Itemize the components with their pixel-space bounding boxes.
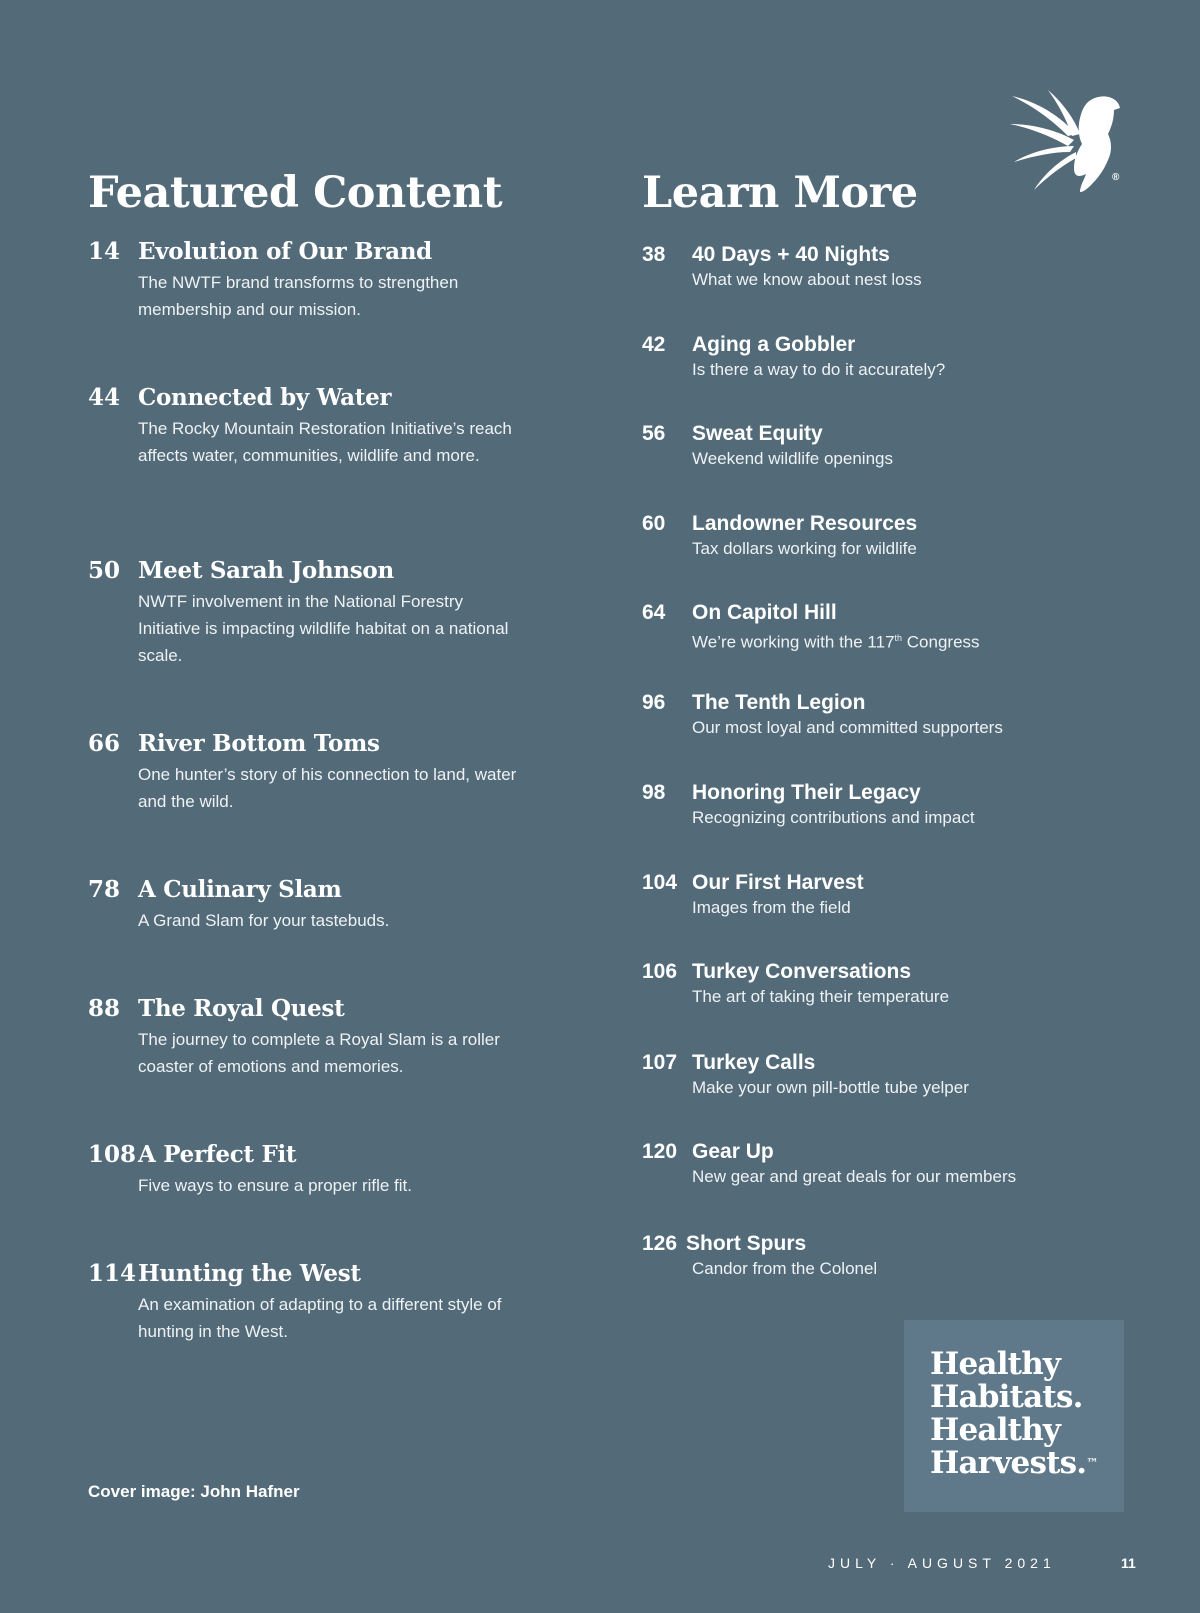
article-description: New gear and great deals for our members bbox=[692, 1167, 1017, 1186]
page-number-label: 64 bbox=[642, 601, 666, 624]
tagline-line-last bbox=[930, 1447, 1124, 1480]
article-description: The Rocky Mountain Restoration Initiative’s reach affects water, communities, wildlife and more. bbox=[138, 419, 512, 465]
article-title: Hunting the West bbox=[138, 1260, 361, 1287]
article-title: Aging a Gobbler bbox=[692, 333, 856, 356]
page-number-label: 50 bbox=[88, 557, 121, 584]
page-number-label: 98 bbox=[642, 781, 666, 804]
page-number: 11 bbox=[1121, 1555, 1136, 1571]
page-number-label: 96 bbox=[642, 691, 666, 714]
article-title: Short Spurs bbox=[686, 1232, 807, 1255]
article-title: Connected by Water bbox=[138, 384, 392, 411]
learn-more-title: Learn More bbox=[642, 168, 918, 218]
page-number-label: 107 bbox=[642, 1051, 678, 1074]
ordinal-suffix: th bbox=[894, 633, 903, 643]
article-description: Images from the field bbox=[692, 898, 851, 917]
page-number-label: 78 bbox=[88, 876, 121, 903]
description-text: We’re working with the 117 bbox=[692, 632, 895, 652]
tagline-line: Healthy bbox=[930, 1346, 1061, 1382]
article-description: Our most loyal and committed supporters bbox=[692, 718, 1003, 737]
page-number-label: 88 bbox=[88, 995, 121, 1022]
description-text: Congress bbox=[902, 632, 980, 652]
article-description: A Grand Slam for your tastebuds. bbox=[138, 911, 390, 930]
article-description: The art of taking their temperature bbox=[692, 987, 950, 1006]
registered-mark: ® bbox=[1112, 172, 1120, 183]
article-title: Evolution of Our Brand bbox=[138, 238, 432, 265]
article-title: Meet Sarah Johnson bbox=[138, 557, 394, 584]
article-title: Turkey Conversations bbox=[692, 960, 912, 983]
article-title: Turkey Calls bbox=[692, 1051, 816, 1074]
article-description: An examination of adapting to a different style of hunting in the West. bbox=[138, 1295, 502, 1341]
article-title: The Royal Quest bbox=[138, 995, 345, 1022]
article-title: Sweat Equity bbox=[692, 422, 823, 445]
article-description: Candor from the Colonel bbox=[692, 1259, 878, 1278]
article-description: NWTF involvement in the National Forestry Initiative is impacting wildlife habitat on a national scale. bbox=[138, 592, 509, 665]
tagline-line: Harvests. bbox=[930, 1445, 1087, 1481]
article-title: Landowner Resources bbox=[692, 512, 918, 535]
turkey-logo-icon bbox=[1008, 88, 1124, 194]
article-title: On Capitol Hill bbox=[692, 601, 837, 624]
page-number-label: 56 bbox=[642, 422, 666, 445]
page-number-label: 66 bbox=[88, 730, 121, 757]
page-number-label: 38 bbox=[642, 243, 666, 266]
article-title: 40 Days + 40 Nights bbox=[692, 243, 890, 266]
article-title: Gear Up bbox=[692, 1140, 774, 1163]
tagline-line: Healthy bbox=[930, 1412, 1061, 1448]
article-description: One hunter’s story of his connection to land, water and the wild. bbox=[138, 765, 517, 811]
cover-credit: Cover image: John Hafner bbox=[88, 1482, 300, 1501]
article-title: Honoring Their Legacy bbox=[692, 781, 921, 804]
article-description: Five ways to ensure a proper rifle fit. bbox=[138, 1176, 413, 1195]
page-number-label: 42 bbox=[642, 333, 666, 356]
page-number-label: 106 bbox=[642, 960, 678, 983]
trademark-symbol: ™ bbox=[1086, 1456, 1099, 1470]
article-description: Recognizing contributions and impact bbox=[692, 808, 975, 827]
page-number-label: 108 bbox=[88, 1141, 137, 1168]
page-number-label: 60 bbox=[642, 512, 666, 535]
article-description: The NWTF brand transforms to strengthen membership and our mission. bbox=[138, 273, 459, 319]
article-title: A Perfect Fit bbox=[138, 1141, 297, 1168]
page-number-label: 44 bbox=[88, 384, 121, 411]
featured-content-title: Featured Content bbox=[88, 168, 503, 218]
article-title: Our First Harvest bbox=[692, 871, 864, 894]
tagline-box bbox=[904, 1320, 1124, 1512]
article-title: River Bottom Toms bbox=[138, 730, 380, 757]
article-description: The journey to complete a Royal Slam is a roller coaster of emotions and memories. bbox=[138, 1030, 500, 1076]
article-description: Tax dollars working for wildlife bbox=[692, 539, 917, 558]
page-number-label: 114 bbox=[88, 1260, 137, 1287]
article-description bbox=[692, 626, 980, 655]
page-number-label: 14 bbox=[88, 238, 121, 265]
article-description: Weekend wildlife openings bbox=[692, 449, 893, 468]
article-description: What we know about nest loss bbox=[692, 270, 922, 289]
article-description: Is there a way to do it accurately? bbox=[692, 360, 946, 379]
article-description: Make your own pill-bottle tube yelper bbox=[692, 1078, 969, 1097]
page-number-label: 104 bbox=[642, 871, 678, 894]
issue-date: JULY · AUGUST 2021 bbox=[828, 1555, 1056, 1571]
page-number-label: 126 bbox=[642, 1232, 678, 1255]
article-title: The Tenth Legion bbox=[692, 691, 866, 714]
page-number-label: 120 bbox=[642, 1140, 678, 1163]
tagline-line: Habitats. bbox=[930, 1379, 1083, 1415]
article-title: A Culinary Slam bbox=[138, 876, 342, 903]
